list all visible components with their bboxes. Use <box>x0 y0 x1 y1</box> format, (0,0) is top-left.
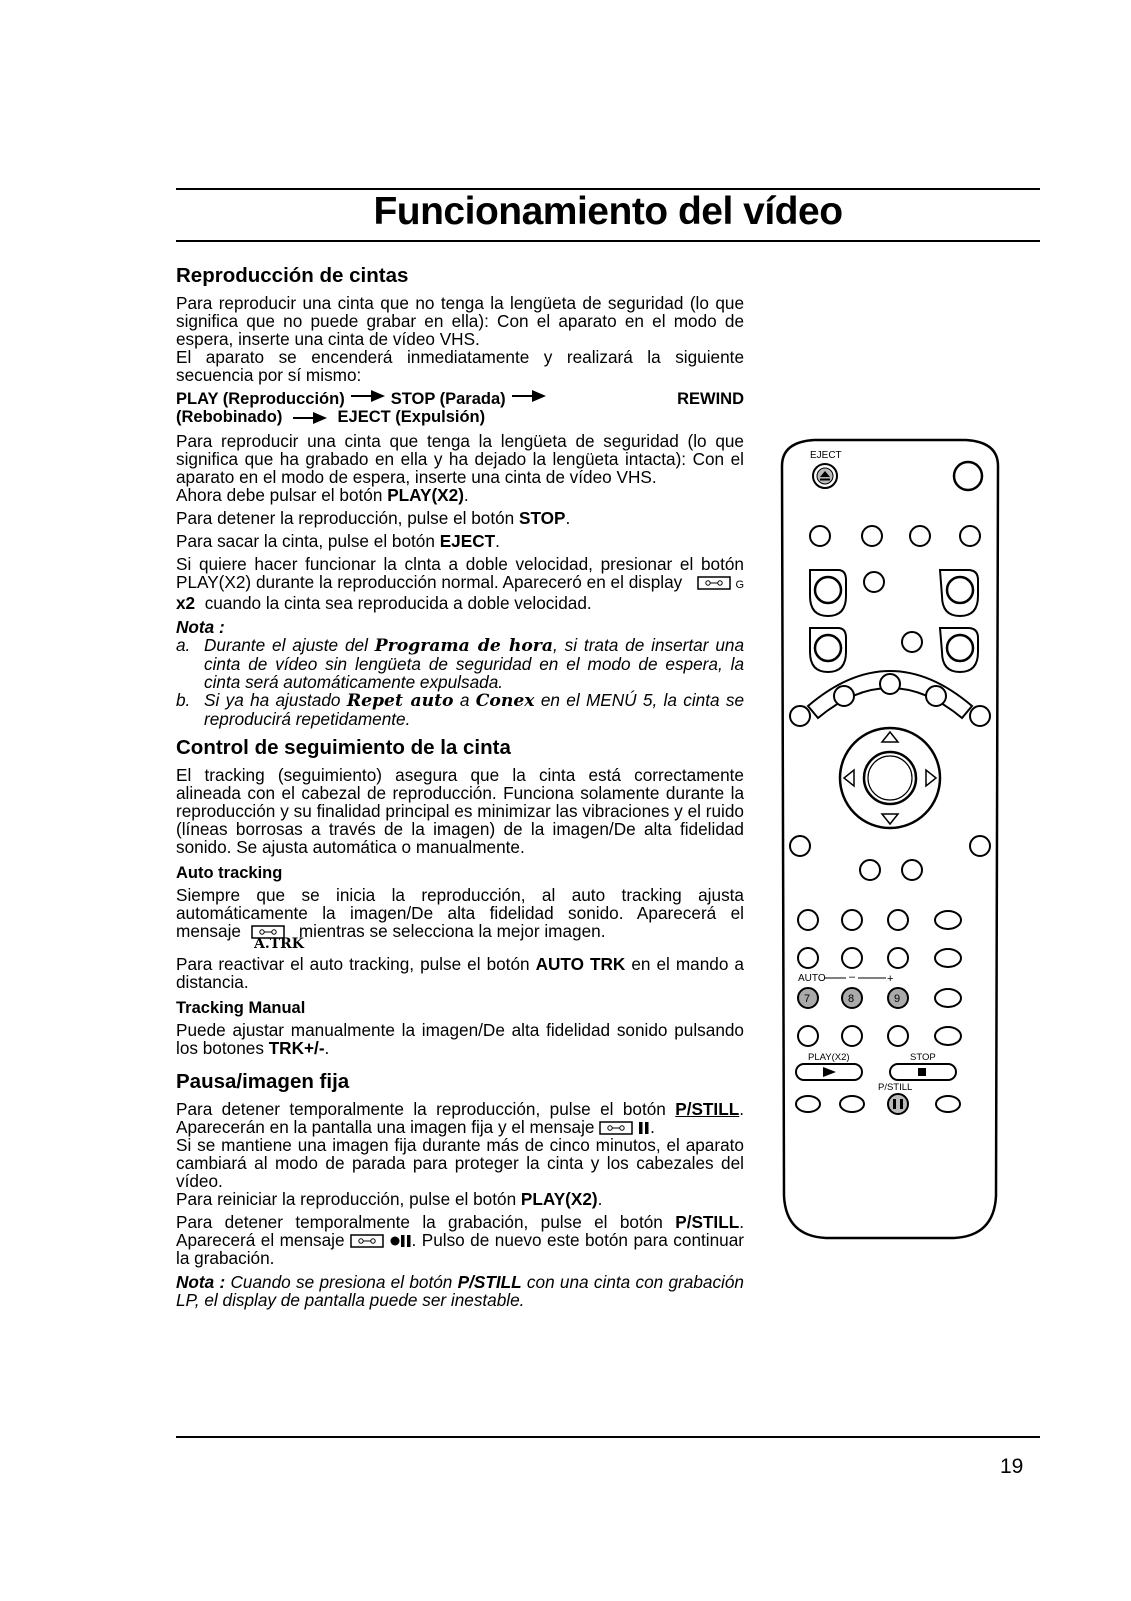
note-item-b: b. Si ya ha ajustado Repet auto a Conex en el MENÚ 5, la cinta se reproducirá repetidamente. <box>176 690 745 729</box>
power-button <box>954 462 982 490</box>
arrow-right-icon <box>351 390 385 402</box>
eject-paragraph: Para sacar la cinta, pulse el botón EJECT. <box>176 531 500 551</box>
remote-plus-label: + <box>887 973 894 985</box>
with-tab-paragraph: Para reproducir una cinta que tenga la lengüeta de seguridad (lo que significa que ha grabado en ella y ha dejado la lengüeta intacta): Con el aparato en el modo de espera, inserte una cinta de vídeo VHS. <box>176 431 744 487</box>
sequence-step-rewind-translation: (Rebobinado) <box>176 408 283 426</box>
pause-heading: Pausa/imagen fija <box>176 1070 350 1093</box>
tracking-heading: Control de seguimiento de la cinta <box>176 736 511 759</box>
auto-tracking-text: Siempre que se inicia la reproducción, al auto tracking ajusta automáticamente la imagen/De alta fidelidad sonido. Aparecerá el mensaje mientras se selecciona la mejor imagen. <box>176 885 744 941</box>
remote-pstill-label: P/STILL <box>878 1082 913 1093</box>
title-rule <box>176 240 1040 242</box>
sequence-step-rewind: REWIND <box>677 390 744 408</box>
reactivate-paragraph: Para reactivar el auto tracking, pulse el botón AUTO TRK en el mando a distancia. <box>176 954 744 992</box>
pause-paragraph: Para detener temporalmente la reproducción, pulse el botón P/STILL. Aparecerán en la pantalla una imagen fija y el mensaje . <box>176 1099 744 1137</box>
sequence-step-play: PLAY (Reproducción) <box>176 390 345 408</box>
rec-pause-paragraph: Para detener temporalmente la grabación, pulse el botón P/STILL. Aparecerá el mensaje . Pulso de nuevo este botón para continuar la grabación. <box>176 1212 745 1268</box>
sequence-step-stop: STOP (Parada) <box>390 390 506 408</box>
stop-icon <box>918 1068 926 1076</box>
manual-tracking-text: Puede ajustar manualmente la imagen/De alta fidelidad sonido pulsando los botones TRK+/-. <box>176 1020 744 1058</box>
playback-heading: Reproducción de cintas <box>176 264 409 287</box>
press-play-paragraph: Ahora debe pulsar el botón PLAY(X2). <box>176 485 469 505</box>
cassette-icon <box>697 576 731 590</box>
sequence-step-eject: EJECT (Expulsión) <box>337 408 486 426</box>
playback-note <box>176 618 744 728</box>
tracking-intro: El tracking (seguimiento) asegura que la cinta está correctamente alineada con el cabezal de reproducción. Funciona solamente durante la reproducción y su finalidad principal es minimizar las vibraciones y el ruido (líneas borrosas a través de la imagen) de la imagen/De alta fidelidad sonido. Se ajusta automática o manualmente. <box>176 765 744 857</box>
remote-stop-label: STOP <box>910 1052 936 1063</box>
arrow-right-icon <box>512 390 546 402</box>
remote-key-9: 9 <box>894 993 901 1005</box>
record-pause-icon <box>390 1234 412 1248</box>
remote-minus-label: – <box>849 971 856 983</box>
remote-key-8: 8 <box>848 993 855 1005</box>
remote-eject-label: EJECT <box>810 450 842 461</box>
cassette-icon <box>599 1121 633 1135</box>
note-item-a: a. Durante el ajuste del Programa de hora, si trata de insertar una cinta de vídeo sin lengüeta de seguridad en el modo de espera, la cinta será automáticamente expulsada. <box>176 635 745 692</box>
playback-intro: Para reproducir una cinta que no tenga la lengüeta de seguridad (lo que significa que no puede grabar en ella): Con el aparato en el modo de espera, inserte una cinta de vídeo VHS. <box>176 293 744 349</box>
remote-key-7: 7 <box>804 993 811 1005</box>
page-number: 19 <box>1000 1455 1024 1478</box>
remote-body <box>782 440 998 1238</box>
remote-auto-label: AUTO <box>798 973 826 984</box>
pstill-button <box>888 1094 908 1114</box>
restart-paragraph: Para reiniciar la reproducción, pulse el botón PLAY(X2). <box>176 1189 603 1209</box>
pause-note: Nota : Cuando se presiona el botón P/STILL con una cinta con grabación LP, el display de pantalla puede ser inestable. <box>176 1272 744 1310</box>
stop-paragraph: Para detener la reproducción, pulse el botón STOP. <box>176 508 571 528</box>
main-column <box>176 264 744 1314</box>
auto-sequence <box>176 390 744 426</box>
auto-tracking-heading: Auto tracking <box>176 864 283 882</box>
five-minutes-paragraph: Si se mantiene una imagen fija durante más de cinco minutos, el aparato cambiará al modo de parada para proteger la cinta y los cabezales del vídeo. <box>176 1135 744 1191</box>
bottom-rule <box>176 1436 1040 1438</box>
auto-sequence-intro: El aparato se encenderá inmediatamente y realizará la siguiente secuencia por sí mismo: <box>176 347 744 385</box>
arrow-right-icon <box>293 412 327 424</box>
remote-control-illustration <box>774 436 1006 1242</box>
remote-play-label: PLAY(X2) <box>808 1052 850 1063</box>
double-speed-paragraph: Si quiere hacer funcionar la clnta a doble velocidad, presionar el botón PLAY(X2) durante la reproducción normal. Apareceró en el display G x2 cuando la cinta sea reproducida a doble velocidad. <box>176 554 745 613</box>
atrk-label: A.TRK <box>254 936 304 952</box>
cassette-icon <box>350 1234 384 1248</box>
note-label: Nota : <box>176 617 225 637</box>
manual-tracking-heading: Tracking Manual <box>176 999 306 1017</box>
page-title: Funcionamiento del vídeo <box>373 190 843 233</box>
pause-icon <box>638 1121 650 1135</box>
